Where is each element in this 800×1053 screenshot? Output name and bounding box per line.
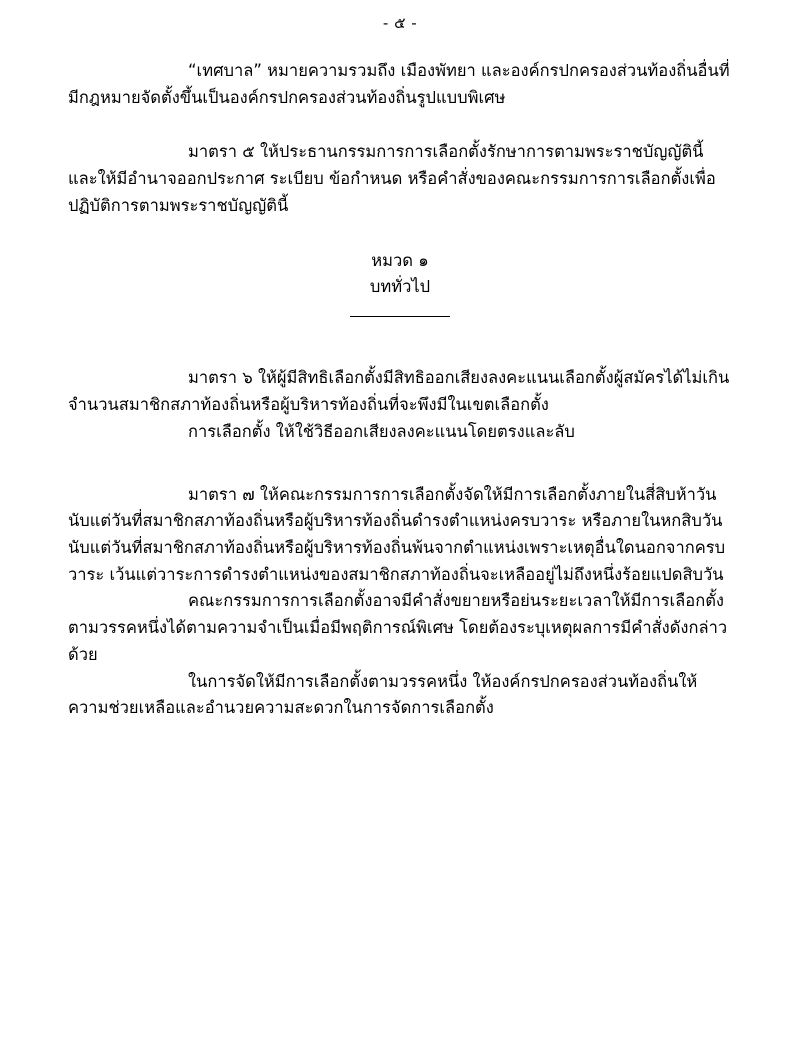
paragraph-section-7-1: มาตรา ๗ ให้คณะกรรมการการเลือกตั้งจัดให้มีการเลือกตั้งภายในสี่สิบห้าวันนับแต่วันที่สมาชิกสภาท้องถิ่นหรือผู้บริหารท้องถิ่นดำรงตำแหน่งครบวาระ หรือภายในหกสิบวันนับแต่วันที่สมาชิกสภาท้องถิ่นหรือผู้บริหารท้องถิ่นพ้นจากตำแหน่งเพราะเหตุอื่นใดนอกจากครบวาระ เว้นแต่วาระการดำรงตำแหน่งของสมาชิกสภาท้องถิ่นจะเหลืออยู่ไม่ถึงหนึ่งร้อยแปดสิบวัน <box>68 484 726 584</box>
paragraph-section-7-3: ในการจัดให้มีการเลือกตั้งตามวรรคหนึ่ง ให้องค์กรปกครองส่วนท้องถิ่นให้ความช่วยเหลือและอำนวยความสะดวกในการจัดการเลือกตั้ง <box>68 671 698 718</box>
chapter-title: หมวด ๑ <box>371 250 429 270</box>
spacer <box>68 111 732 139</box>
spacer <box>68 345 732 365</box>
spacer <box>68 474 732 482</box>
spacer <box>68 446 732 474</box>
spacer <box>68 220 732 248</box>
page-number: - ๕ - <box>382 14 418 32</box>
paragraph-section-6-1: มาตรา ๖ ให้ผู้มีสิทธิเลือกตั้งมีสิทธิออกเสียงลงคะแนนเลือกตั้งผู้สมัครได้ไม่เกินจำนวนสมาชิกสภาท้องถิ่นหรือผู้บริหารท้องถิ่นที่จะพึงมีในเขตเลือกตั้ง <box>68 368 730 415</box>
paragraph-section-6-2: การเลือกตั้ง ให้ใช้วิธีออกเสียงลงคะแนนโดยตรงและลับ <box>188 421 575 441</box>
spacer <box>68 317 732 345</box>
chapter-subtitle: บททั่วไป <box>369 276 431 296</box>
document-body <box>68 58 732 722</box>
paragraph-section-5: มาตรา ๕ ให้ประธานกรรมการการเลือกตั้งรักษาการตามพระราชบัญญัตินี้ และให้มีอำนาจออกประกาศ ระเบียบ ข้อกำหนด หรือคำสั่งของคณะกรรมการการเลือกตั้งเพื่อปฏิบัติการตามพระราชบัญญัตินี้ <box>68 142 716 215</box>
paragraph-definition-thesaban: “เทศบาล” หมายความรวมถึง เมืองพัทยา และองค์กรปกครองส่วนท้องถิ่นอื่นที่มีกฎหมายจัดตั้งขึ้นเป็นองค์กรปกครองส่วนท้องถิ่นรูปแบบพิเศษ <box>68 61 730 107</box>
paragraph-section-7-2: คณะกรรมการการเลือกตั้งอาจมีคำสั่งขยายหรือย่นระยะเวลาให้มีการเลือกตั้งตามวรรคหนึ่งได้ตามความจำเป็นเมื่อมีพฤติการณ์พิเศษ โดยต้องระบุเหตุผลการมีคำสั่งดังกล่าวด้วย <box>68 591 728 664</box>
